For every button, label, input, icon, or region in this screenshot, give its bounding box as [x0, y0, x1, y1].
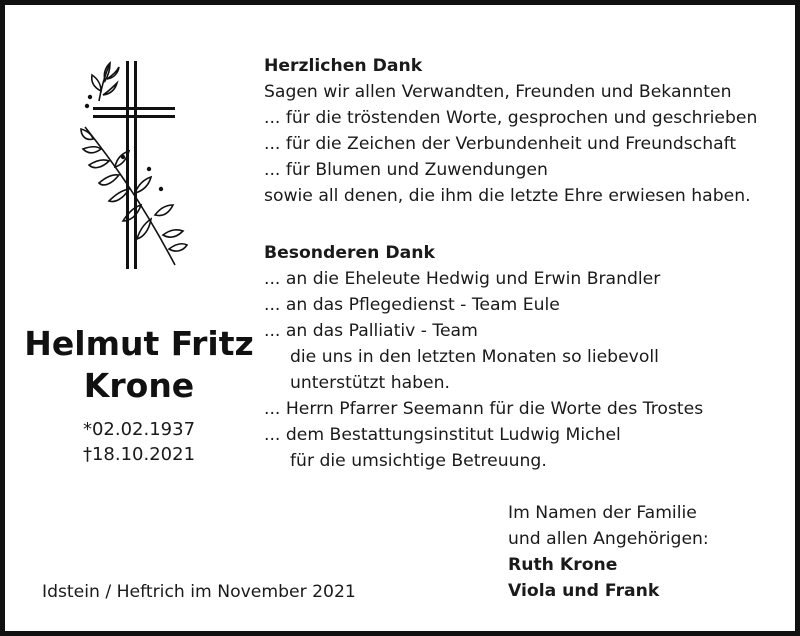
place-and-date: Idstein / Heftrich im November 2021	[42, 582, 356, 602]
deceased-name	[5, 323, 273, 407]
family-line1: Im Namen der Familie	[508, 503, 697, 523]
thanks-line: ... für Blumen und Zuwendungen	[264, 160, 548, 180]
special-thanks-section	[264, 240, 703, 474]
thanks-line: Sagen wir allen Verwandten, Freunden und Bekannten	[264, 82, 732, 102]
special-thanks-heading: Besonderen Dank	[264, 243, 435, 263]
thanks-section	[264, 53, 757, 209]
death-date: †18.10.2021	[82, 444, 196, 465]
family-line2: und allen Angehörigen:	[508, 529, 709, 549]
cross-with-olive-branch-icon	[79, 57, 189, 277]
family-signature	[508, 500, 709, 604]
special-thanks-line: ... an das Palliativ - Team	[264, 321, 478, 341]
family-name1: Ruth Krone	[508, 555, 618, 575]
special-thanks-line: die uns in den letzten Monaten so liebevoll	[290, 347, 659, 367]
special-thanks-line: ... dem Bestattungsinstitut Ludwig Michel	[264, 425, 621, 445]
thanks-line: sowie all denen, die ihm die letzte Ehre erwiesen haben.	[264, 186, 751, 206]
family-name2: Viola und Frank	[508, 581, 660, 601]
special-thanks-line: ... Herrn Pfarrer Seemann für die Worte des Trostes	[264, 399, 704, 419]
special-thanks-line: für die umsichtige Betreuung.	[290, 451, 547, 471]
thanks-line: ... für die Zeichen der Verbundenheit und Freundschaft	[264, 134, 737, 154]
thanks-line: ... für die tröstenden Worte, gesprochen und geschrieben	[264, 108, 758, 128]
special-thanks-line: unterstützt haben.	[290, 373, 450, 393]
special-thanks-line: ... an das Pflegedienst - Team Eule	[264, 295, 560, 315]
special-thanks-line: ... an die Eheleute Hedwig und Erwin Brandler	[264, 269, 661, 289]
birth-date: *02.02.1937	[82, 419, 196, 440]
life-dates	[5, 417, 273, 467]
deceased-name-line2: Krone	[83, 366, 195, 405]
deceased-name-line1: Helmut Fritz	[24, 324, 254, 363]
thanks-heading: Herzlichen Dank	[264, 56, 423, 76]
